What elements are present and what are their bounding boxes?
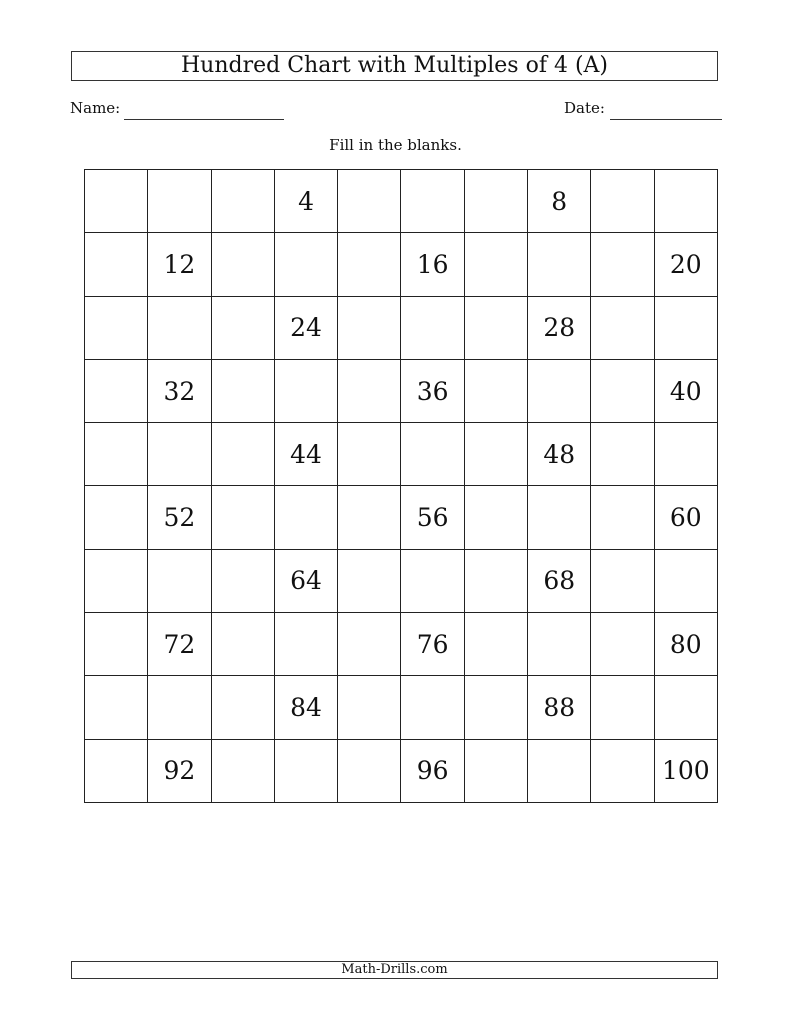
date-label: Date:	[564, 99, 605, 117]
blank-cell[interactable]	[338, 423, 401, 486]
number-cell: 24	[274, 296, 337, 359]
blank-cell[interactable]	[338, 676, 401, 739]
blank-cell[interactable]	[464, 549, 527, 612]
blank-cell[interactable]	[211, 296, 274, 359]
blank-cell[interactable]	[464, 739, 527, 802]
blank-cell[interactable]	[464, 423, 527, 486]
blank-cell[interactable]	[85, 233, 148, 296]
blank-cell[interactable]	[148, 676, 211, 739]
blank-cell[interactable]	[464, 296, 527, 359]
blank-cell[interactable]	[464, 170, 527, 233]
blank-cell[interactable]	[654, 676, 717, 739]
number-cell: 48	[528, 423, 591, 486]
number-cell: 64	[274, 549, 337, 612]
blank-cell[interactable]	[85, 739, 148, 802]
blank-cell[interactable]	[85, 423, 148, 486]
blank-cell[interactable]	[528, 359, 591, 422]
blank-cell[interactable]	[85, 296, 148, 359]
blank-cell[interactable]	[464, 359, 527, 422]
number-cell: 96	[401, 739, 464, 802]
instructions: Fill in the blanks.	[329, 136, 462, 154]
blank-cell[interactable]	[528, 613, 591, 676]
blank-cell[interactable]	[401, 549, 464, 612]
blank-cell[interactable]	[338, 549, 401, 612]
blank-cell[interactable]	[338, 613, 401, 676]
blank-cell[interactable]	[591, 739, 654, 802]
blank-cell[interactable]	[338, 170, 401, 233]
number-cell: 76	[401, 613, 464, 676]
name-label: Name:	[70, 99, 121, 117]
blank-cell[interactable]	[274, 613, 337, 676]
blank-cell[interactable]	[464, 233, 527, 296]
blank-cell[interactable]	[274, 359, 337, 422]
number-cell: 92	[148, 739, 211, 802]
blank-cell[interactable]	[528, 739, 591, 802]
blank-cell[interactable]	[464, 486, 527, 549]
number-cell: 88	[528, 676, 591, 739]
blank-cell[interactable]	[591, 549, 654, 612]
blank-cell[interactable]	[85, 170, 148, 233]
number-cell: 40	[654, 359, 717, 422]
grid-row	[85, 676, 718, 739]
number-cell: 100	[654, 739, 717, 802]
blank-cell[interactable]	[85, 486, 148, 549]
blank-cell[interactable]	[211, 359, 274, 422]
grid-row	[85, 486, 718, 549]
blank-cell[interactable]	[528, 233, 591, 296]
blank-cell[interactable]	[85, 359, 148, 422]
blank-cell[interactable]	[591, 359, 654, 422]
blank-cell[interactable]	[591, 296, 654, 359]
blank-cell[interactable]	[274, 486, 337, 549]
blank-cell[interactable]	[591, 613, 654, 676]
blank-cell[interactable]	[591, 233, 654, 296]
blank-cell[interactable]	[654, 296, 717, 359]
blank-cell[interactable]	[211, 486, 274, 549]
number-cell: 20	[654, 233, 717, 296]
number-cell: 36	[401, 359, 464, 422]
blank-cell[interactable]	[148, 296, 211, 359]
number-cell: 72	[148, 613, 211, 676]
blank-cell[interactable]	[591, 423, 654, 486]
number-cell: 28	[528, 296, 591, 359]
blank-cell[interactable]	[85, 613, 148, 676]
number-cell: 56	[401, 486, 464, 549]
number-cell: 4	[274, 170, 337, 233]
blank-cell[interactable]	[211, 613, 274, 676]
blank-cell[interactable]	[148, 423, 211, 486]
blank-cell[interactable]	[654, 423, 717, 486]
grid-row	[85, 359, 718, 422]
blank-cell[interactable]	[274, 739, 337, 802]
blank-cell[interactable]	[401, 423, 464, 486]
grid-row	[85, 613, 718, 676]
blank-cell[interactable]	[654, 170, 717, 233]
worksheet-title: Hundred Chart with Multiples of 4 (A)	[71, 51, 718, 81]
blank-cell[interactable]	[148, 549, 211, 612]
date-field-line[interactable]	[610, 119, 722, 120]
number-cell: 80	[654, 613, 717, 676]
blank-cell[interactable]	[528, 486, 591, 549]
blank-cell[interactable]	[85, 676, 148, 739]
blank-cell[interactable]	[211, 233, 274, 296]
blank-cell[interactable]	[401, 296, 464, 359]
blank-cell[interactable]	[591, 486, 654, 549]
blank-cell[interactable]	[274, 233, 337, 296]
blank-cell[interactable]	[338, 233, 401, 296]
grid-row	[85, 233, 718, 296]
number-cell: 60	[654, 486, 717, 549]
blank-cell[interactable]	[211, 423, 274, 486]
blank-cell[interactable]	[654, 549, 717, 612]
number-cell: 12	[148, 233, 211, 296]
blank-cell[interactable]	[464, 613, 527, 676]
number-cell: 44	[274, 423, 337, 486]
grid-row	[85, 170, 718, 233]
blank-cell[interactable]	[591, 170, 654, 233]
number-cell: 52	[148, 486, 211, 549]
blank-cell[interactable]	[211, 170, 274, 233]
footer-credit: Math-Drills.com	[71, 961, 718, 979]
name-field-line[interactable]	[124, 119, 284, 120]
blank-cell[interactable]	[211, 739, 274, 802]
hundred-chart-grid	[84, 169, 718, 803]
number-cell: 8	[528, 170, 591, 233]
blank-cell[interactable]	[338, 739, 401, 802]
blank-cell[interactable]	[211, 676, 274, 739]
blank-cell[interactable]	[401, 676, 464, 739]
number-cell: 32	[148, 359, 211, 422]
blank-cell[interactable]	[401, 170, 464, 233]
blank-cell[interactable]	[211, 549, 274, 612]
blank-cell[interactable]	[338, 359, 401, 422]
blank-cell[interactable]	[338, 486, 401, 549]
blank-cell[interactable]	[464, 676, 527, 739]
grid-row	[85, 423, 718, 486]
number-cell: 84	[274, 676, 337, 739]
grid-row	[85, 296, 718, 359]
number-cell: 16	[401, 233, 464, 296]
blank-cell[interactable]	[591, 676, 654, 739]
blank-cell[interactable]	[85, 549, 148, 612]
name-date-row	[70, 97, 722, 121]
blank-cell[interactable]	[148, 170, 211, 233]
grid-row	[85, 549, 718, 612]
grid-row	[85, 739, 718, 802]
number-cell: 68	[528, 549, 591, 612]
blank-cell[interactable]	[338, 296, 401, 359]
